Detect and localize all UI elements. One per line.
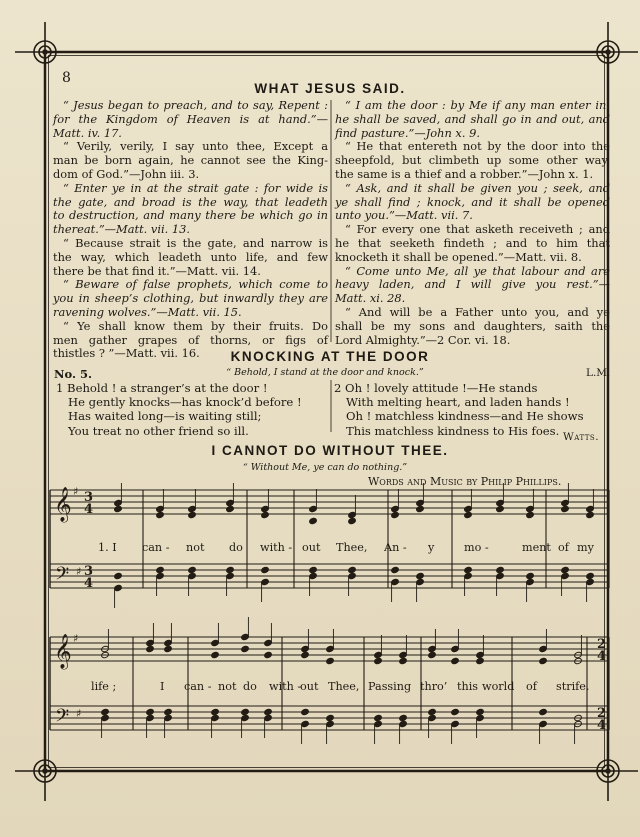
note-head	[261, 566, 270, 573]
bass-clef-icon: 𝄢	[55, 706, 70, 731]
hymn-number: No. 5.	[54, 367, 92, 381]
note-head	[188, 511, 197, 518]
stanza-line: Has waited long—is waiting still;	[68, 409, 262, 424]
note-head	[264, 651, 273, 658]
lyric-syllable: mo -	[464, 541, 489, 554]
scripture-line: the same is a thief and a robber.”—John x. 1.	[335, 166, 594, 181]
lyric-syllable: y	[428, 541, 435, 554]
hymn-meter: L.M.	[586, 367, 611, 379]
stanza-line: With melting heart, and laden hands !	[346, 395, 570, 410]
stanza-line: 2 Oh ! lovely attitude !—He stands	[334, 381, 538, 395]
scripture-line: thistles ? ”—Matt. vii. 16.	[53, 346, 200, 361]
scripture-line: he shall be saved, and shall go in and out, and	[335, 111, 610, 126]
scripture-line: “ Jesus began to preach, and to say, Repent :	[63, 98, 328, 112]
note-head	[374, 657, 383, 664]
end-time-signature-top: 2	[597, 706, 607, 721]
scripture-line: Matt. xi. 28.	[335, 291, 406, 306]
note-head	[101, 708, 110, 715]
note-head	[391, 511, 400, 518]
note-head	[561, 566, 570, 573]
note-head	[114, 505, 123, 512]
note-head	[539, 708, 548, 715]
section-title-cannot-do-without-thee: I CANNOT DO WITHOUT THEE.	[211, 443, 449, 458]
song-credit: Words and Music by Philip Phillips.	[368, 475, 562, 488]
stanza-line: He gently knocks—has knock’d before !	[68, 395, 302, 410]
lyric-syllable: An -	[384, 541, 407, 554]
note-head	[391, 566, 400, 573]
scripture-line: sheepfold, but climbeth up some other way,	[335, 153, 610, 168]
note-head	[114, 572, 123, 579]
note-head	[348, 566, 357, 573]
end-time-signature-bottom: 4	[597, 718, 607, 733]
scripture-line: “ And will be a Father unto you, and ye	[345, 304, 610, 319]
note-head	[156, 566, 165, 573]
scripture-line: ravening wolves.”—Matt. vii. 15.	[53, 304, 242, 319]
scripture-line: “ Because strait is the gate, and narrow is	[63, 235, 328, 250]
end-time-signature-bottom: 4	[597, 649, 607, 664]
end-time-signature-top: 2	[597, 637, 607, 652]
time-signature-top: 3	[84, 564, 94, 579]
time-signature-bottom: 4	[84, 502, 94, 517]
scripture-line: “ Beware of false prophets, which come to	[63, 277, 328, 292]
scripture-line: you in sheep’s clothing, but inwardly they are	[53, 291, 328, 306]
treble-clef-icon: 𝄞	[54, 634, 72, 669]
note-head	[211, 651, 220, 658]
scripture-line: the way, which leadeth unto life, and few	[53, 249, 328, 264]
note-head	[374, 714, 383, 721]
scripture-line: men gather grapes of thorns, or figs of	[53, 332, 328, 347]
time-signature-bottom: 4	[84, 576, 94, 591]
lyric-syllable: strife.	[556, 680, 590, 693]
lyric-syllable: with -	[269, 680, 302, 693]
note-head	[416, 572, 425, 579]
scripture-line: Matt. iv. 17.	[53, 125, 122, 140]
hymn-author: Watts.	[563, 431, 600, 443]
time-signature-top: 3	[84, 490, 94, 505]
bass-clef-icon: 𝄢	[55, 564, 70, 589]
scripture-line: “ Ask, and it shall be given you ; seek, and	[345, 180, 610, 195]
lyric-syllable: this	[457, 680, 479, 693]
scripture-line: there be that find it.”—Matt. vii. 14.	[53, 263, 261, 278]
note-head	[226, 566, 235, 573]
page-number: 8	[62, 70, 71, 86]
note-head	[326, 657, 335, 664]
stanza-line: Oh ! matchless kindness—and He shows	[346, 409, 584, 424]
lyric-syllable: my	[577, 541, 594, 554]
lyric-syllable: out	[300, 680, 319, 693]
note-head	[241, 708, 250, 715]
lyric-syllable: of	[526, 680, 537, 693]
note-head	[496, 505, 505, 512]
lyric-syllable: thro’	[420, 680, 448, 693]
note-head	[561, 505, 570, 512]
scripture-line: ye shall find ; knock, and it shall be opened	[335, 194, 610, 209]
note-head	[526, 572, 535, 579]
scripture-line: “ I am the door : by Me if any man enter in,	[345, 98, 610, 112]
note-head	[416, 505, 425, 512]
lyric-syllable: life ;	[91, 680, 117, 693]
note-head	[211, 708, 220, 715]
lyric-syllable: I	[160, 680, 165, 693]
note-head	[261, 511, 270, 518]
scripture-line: “ Ye shall know them by their fruits. Do	[63, 318, 328, 333]
note-head	[476, 657, 485, 664]
note-head	[451, 708, 460, 715]
scripture-line: thereat.”—Matt. vii. 13.	[53, 222, 190, 237]
note-head	[476, 708, 485, 715]
scripture-line: to destruction, and many there be which go in	[53, 208, 328, 223]
note-head	[496, 566, 505, 573]
lyric-syllable: with -	[260, 541, 293, 554]
note-head	[309, 566, 318, 573]
scripture-line: “ Enter ye in at the strait gate : for wide is	[63, 180, 328, 195]
lyric-syllable: do	[229, 541, 243, 554]
note-head	[301, 651, 310, 658]
key-signature-sharp-icon: ♯	[73, 485, 79, 498]
note-head	[539, 657, 548, 664]
lyric-syllable: 1. I	[98, 541, 117, 554]
note-head	[399, 657, 408, 664]
lyric-syllable: out	[302, 541, 321, 554]
stanza-line: You treat no other friend so ill.	[68, 423, 249, 438]
scripture-line: man be born again, he cannot see the King-	[53, 153, 328, 168]
lyric-syllable: Passing	[368, 680, 412, 693]
note-head	[241, 645, 250, 652]
lyric-syllable: can -	[184, 680, 212, 693]
note-head	[188, 566, 197, 573]
note-head	[326, 714, 335, 721]
key-signature-sharp-icon: ♯	[76, 565, 82, 578]
section-title-what-jesus-said: WHAT JESUS SAID.	[254, 81, 406, 96]
stanza-line: 1 Behold ! a stranger’s at the door !	[56, 381, 268, 395]
scripture-line: “ Come unto Me, all ye that labour and are	[345, 263, 610, 278]
scripture-line: shall be my sons and daughters, saith the	[335, 318, 610, 333]
note-head	[164, 708, 173, 715]
note-head	[428, 651, 437, 658]
note-head	[428, 708, 437, 715]
lyric-syllable: world	[482, 680, 515, 693]
scripture-line: dom of God.”—John iii. 3.	[53, 166, 200, 181]
lyric-syllable: Thee,	[336, 541, 368, 554]
lyric-syllable: can -	[142, 541, 170, 554]
scripture-line: find pasture.”—John x. 9.	[335, 125, 480, 140]
scripture-line: “ Verily, verily, I say unto thee, Except a	[63, 139, 328, 154]
note-head	[586, 511, 595, 518]
lyric-syllable: ment	[522, 541, 551, 554]
note-head	[399, 714, 408, 721]
note-head	[146, 645, 155, 652]
note-head	[586, 572, 595, 579]
scripture-line: unto you.”—Matt. vii. 7.	[335, 208, 473, 223]
lyric-syllable: of	[558, 541, 569, 554]
stanza-line: This matchless kindness to His foes.	[346, 423, 560, 438]
lyric-syllable: not	[218, 680, 237, 693]
song-epigraph: “ Without Me, ye can do nothing.”	[242, 462, 408, 473]
note-head	[451, 657, 460, 664]
note-head	[526, 511, 535, 518]
scripture-line: the gate, and broad is the way, that leadeth	[53, 194, 328, 209]
scripture-line: he that seeketh findeth ; and to him that	[335, 235, 610, 250]
scripture-line: for the Kingdom of Heaven is at hand.”—	[53, 111, 328, 126]
treble-clef-icon: 𝄞	[54, 487, 72, 522]
lyric-syllable: Thee,	[328, 680, 360, 693]
note-head	[264, 708, 273, 715]
note-head	[146, 708, 155, 715]
section-title-knocking: KNOCKING AT THE DOOR	[230, 349, 430, 364]
note-head	[156, 511, 165, 518]
note-head	[348, 517, 357, 524]
scripture-line: knocketh it shall be opened.”—Matt. vii. 8.	[335, 249, 582, 264]
scripture-line: Lord Almighty.”—2 Cor. vi. 18.	[335, 332, 511, 347]
key-signature-sharp-icon: ♯	[76, 707, 82, 720]
note-head	[164, 645, 173, 652]
lyric-syllable: do	[243, 680, 257, 693]
note-head	[464, 566, 473, 573]
note-head	[464, 511, 473, 518]
lyric-syllable: not	[186, 541, 205, 554]
note-head	[301, 708, 310, 715]
note-head	[309, 517, 318, 524]
note-head	[226, 505, 235, 512]
hymn-epigraph: “ Behold, I stand at the door and knock.”	[226, 367, 424, 378]
key-signature-sharp-icon: ♯	[73, 632, 79, 645]
scripture-line: “ He that entereth not by the door into the	[345, 139, 610, 154]
scripture-line: “ For every one that asketh receiveth ; and	[345, 222, 610, 237]
scripture-line: heavy laden, and I will give you rest.”—	[335, 277, 610, 292]
